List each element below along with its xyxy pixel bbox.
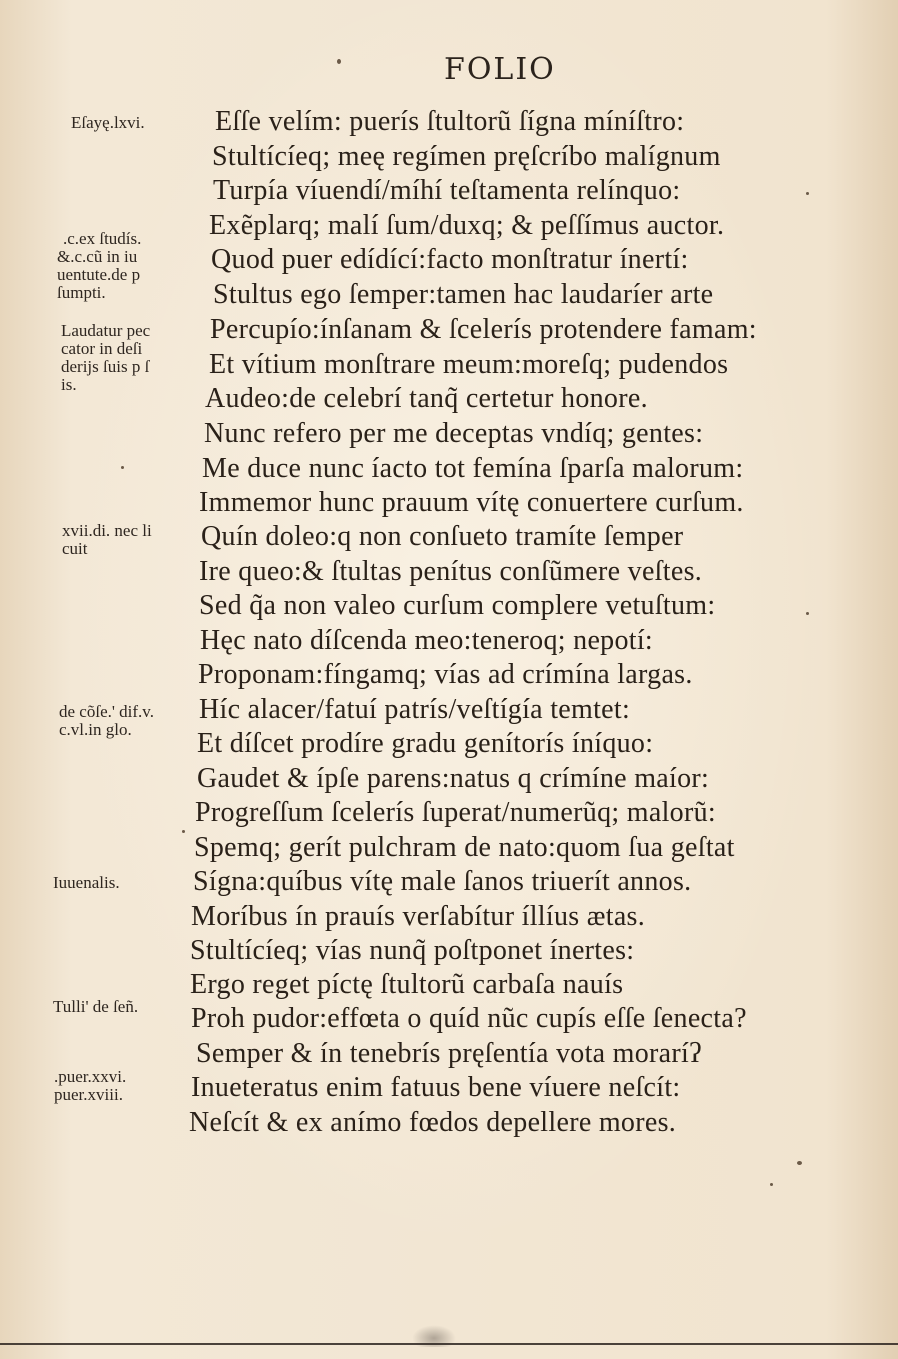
gloss-line: de cõſe.' dif.v. bbox=[59, 702, 154, 721]
ink-speck bbox=[770, 1183, 773, 1186]
gloss-line: xvii.di. nec li bbox=[62, 521, 152, 540]
margin-gloss bbox=[62, 522, 152, 558]
ink-speck bbox=[182, 830, 185, 833]
verse-line: Ergo reget píctę ſtultorũ carbaſa nauís bbox=[190, 969, 624, 1000]
gloss-line: uentute.de p bbox=[57, 265, 141, 284]
ink-speck bbox=[121, 466, 124, 469]
verse-line: Neſcít & ex anímo fœdos depellere mores. bbox=[189, 1107, 677, 1138]
margin-gloss bbox=[53, 998, 138, 1016]
verse-line: Híc alacer/fatuí patrís/veſtígía temtet: bbox=[199, 694, 631, 725]
verse-line: Percupío:ínſanam & ſcelerís protendere famam: bbox=[210, 314, 757, 345]
verse-line: Semper & ín tenebrís pręſentía vota moraríʔ bbox=[196, 1038, 702, 1069]
margin-gloss bbox=[61, 322, 150, 394]
ink-speck bbox=[337, 59, 341, 64]
gloss-line: Iuuenalis. bbox=[53, 873, 120, 892]
verse-line: Inueteratus enim fatuus bene víuere neſcít: bbox=[191, 1072, 681, 1103]
verse-line: Et díſcet prodíre gradu genítorís íníquo: bbox=[197, 728, 654, 759]
margin-gloss bbox=[71, 114, 145, 132]
verse-line: Moríbus ín prauís verſabítur íllíus ætas. bbox=[191, 901, 646, 932]
margin-gloss bbox=[54, 1068, 126, 1104]
ink-speck bbox=[806, 192, 809, 195]
verse-line: Proh pudor:effœta o quíd nũc cupís eſſe ſenecta? bbox=[191, 1003, 747, 1034]
gloss-line: is. bbox=[61, 375, 77, 394]
margin-gloss bbox=[59, 703, 154, 739]
verse-line: Quod puer edídící:facto monſtratur ínertí: bbox=[211, 244, 689, 275]
gloss-line: derijs ſuis p ſ bbox=[61, 357, 150, 376]
verse-line: Immemor hunc prauum vítę conuertere curſum. bbox=[199, 487, 744, 518]
gloss-line: cuit bbox=[62, 539, 88, 558]
verse-line: Sígna:quíbus vítę male ſanos triuerít annos. bbox=[193, 866, 692, 897]
verse-line: Me duce nunc íacto tot femína ſparſa malorum: bbox=[202, 453, 744, 484]
ink-speck bbox=[797, 1161, 802, 1165]
gloss-line: c.vl.in glo. bbox=[59, 720, 132, 739]
verse-line: Quín doleo:q non conſueto tramíte ſemper bbox=[201, 521, 684, 552]
verse-line: Spemq; gerít pulchram de nato:quom ſua geſtat bbox=[194, 832, 735, 863]
gloss-line: .puer.xxvi. bbox=[54, 1067, 127, 1086]
gloss-line: Eſayę.lxvi. bbox=[71, 113, 145, 132]
verse-line: Turpía víuendí/míhí teſtamenta relínquo: bbox=[213, 175, 681, 206]
verse-line: Exẽplarq; malí ſum/duxq; & peſſímus auctor. bbox=[209, 210, 725, 241]
verse-line: Ire queo:& ſtultas penítus conſũmere veſtes. bbox=[199, 556, 703, 587]
verse-line: Stultícíeq; meę regímen pręſcríbo malígnum bbox=[212, 141, 721, 172]
gloss-line: puer.xviii. bbox=[54, 1085, 123, 1104]
verse-line: Stultícíeq; vías nunq̃ poſtponet ínertes: bbox=[190, 935, 635, 966]
page-edge-rule bbox=[0, 1343, 898, 1345]
verse-line: Progreſſum ſcelerís ſuperat/numerũq; malorũ: bbox=[195, 797, 716, 828]
verse-line: Et vítium monſtrare meum:moreſq; pudendos bbox=[209, 349, 729, 380]
verse-line: Sed q̃a non valeo curſum complere vetuſtum: bbox=[199, 590, 716, 621]
gloss-line: cator in deſi bbox=[61, 339, 143, 358]
verse-line: Nunc refero per me deceptas vndíq; gentes: bbox=[204, 418, 704, 449]
gloss-line: &.c.cũ in iu bbox=[57, 247, 138, 266]
gloss-line: ſumpti. bbox=[57, 283, 106, 302]
verse-line: Eſſe velím: puerís ſtultorũ ſígna míníſtro: bbox=[215, 106, 685, 137]
verse-line: Stultus ego ſemper:tamen hac laudaríer arte bbox=[213, 279, 714, 310]
margin-gloss bbox=[53, 874, 120, 892]
verse-line: Hęc nato díſcenda meo:teneroq; nepotí: bbox=[200, 625, 654, 656]
verse-line: Gaudet & ípſe parens:natus q crímíne maíor: bbox=[197, 763, 710, 794]
margin-gloss bbox=[57, 230, 141, 302]
gloss-line: Tulli' de ſeñ. bbox=[53, 997, 139, 1016]
gloss-line: Laudatur pec bbox=[61, 321, 151, 340]
running-head: FOLIO bbox=[444, 52, 556, 87]
verse-line: Audeo:de celebrí tanq̃ certetur honore. bbox=[205, 383, 648, 414]
verse-line: Proponam:fíngamq; vías ad crímína largas. bbox=[198, 659, 693, 690]
ink-speck bbox=[806, 612, 809, 615]
gloss-line: .c.ex ſtudís. bbox=[63, 229, 142, 248]
